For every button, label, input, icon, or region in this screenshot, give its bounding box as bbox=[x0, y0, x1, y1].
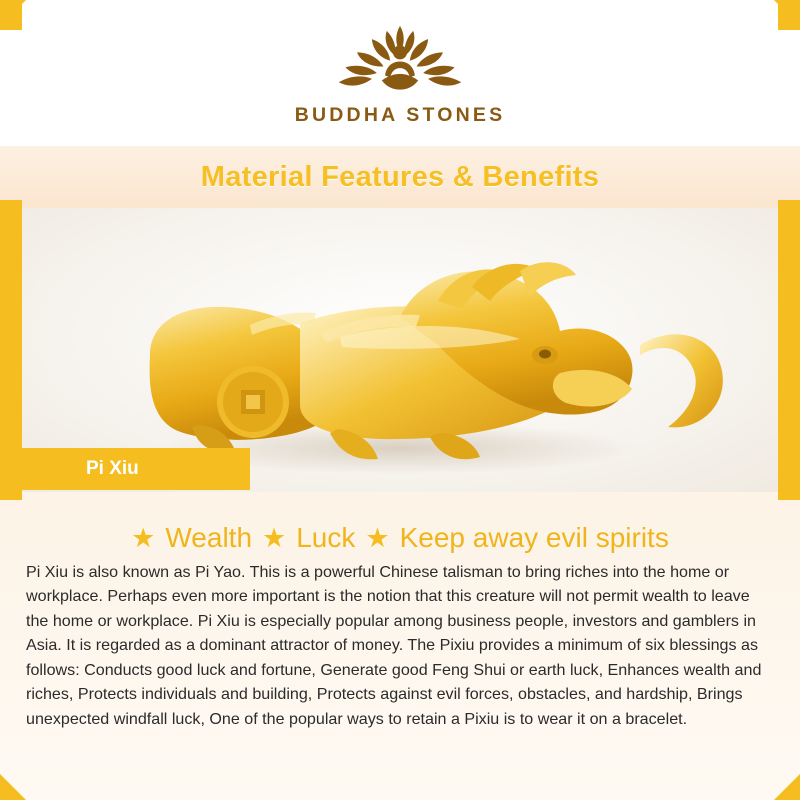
description-panel bbox=[0, 492, 800, 800]
corner-decoration-bottom-right bbox=[774, 774, 800, 800]
header bbox=[0, 0, 800, 148]
product-caption: Pi Xiu bbox=[86, 458, 139, 479]
description-text: Pi Xiu is also known as Pi Yao. This is a powerful Chinese talisman to bring riches into the home or workplace. Perhaps even more important is the notion that this creature will not permit wealth to leave the home or workplace. Pi Xiu is especially popular among business people, investors and gamblers in Asia. It is regarded as a dominant attractor of money. The Pixiu provides a minimum of six blessings as follows: Conducts good luck and fortune, Generate good Feng Shui or earth luck, Enhances wealth and riches, Protects individuals and building, Protects against evil forces, obstacles, and hardship, Brings unexpected windfall luck, One of the popular ways to retain a Pixiu is to wear it on a bracelet. bbox=[26, 563, 762, 728]
benefit-item-keep-away-evil-spirits: Keep away evil spirits bbox=[399, 522, 669, 553]
page-title: Material Features & Benefits bbox=[200, 160, 600, 193]
star-icon: ★ bbox=[262, 522, 287, 553]
benefits-row bbox=[26, 522, 774, 554]
product-caption-tab bbox=[22, 448, 250, 490]
corner-decoration-top-right bbox=[774, 0, 800, 26]
corner-decoration-bottom-left bbox=[0, 774, 26, 800]
brand-logo bbox=[0, 16, 800, 127]
benefit-item-luck: Luck bbox=[296, 522, 356, 553]
title-band bbox=[0, 146, 800, 208]
star-icon: ★ bbox=[131, 522, 156, 553]
side-bar-right bbox=[778, 200, 800, 500]
benefit-item-wealth: Wealth bbox=[165, 522, 253, 553]
brand-name: BUDDHA STONES bbox=[294, 104, 506, 126]
star-icon: ★ bbox=[365, 522, 390, 553]
side-bar-left bbox=[0, 200, 22, 500]
lotus-meditation-icon bbox=[316, 16, 484, 102]
corner-decoration-top-left bbox=[0, 0, 26, 26]
